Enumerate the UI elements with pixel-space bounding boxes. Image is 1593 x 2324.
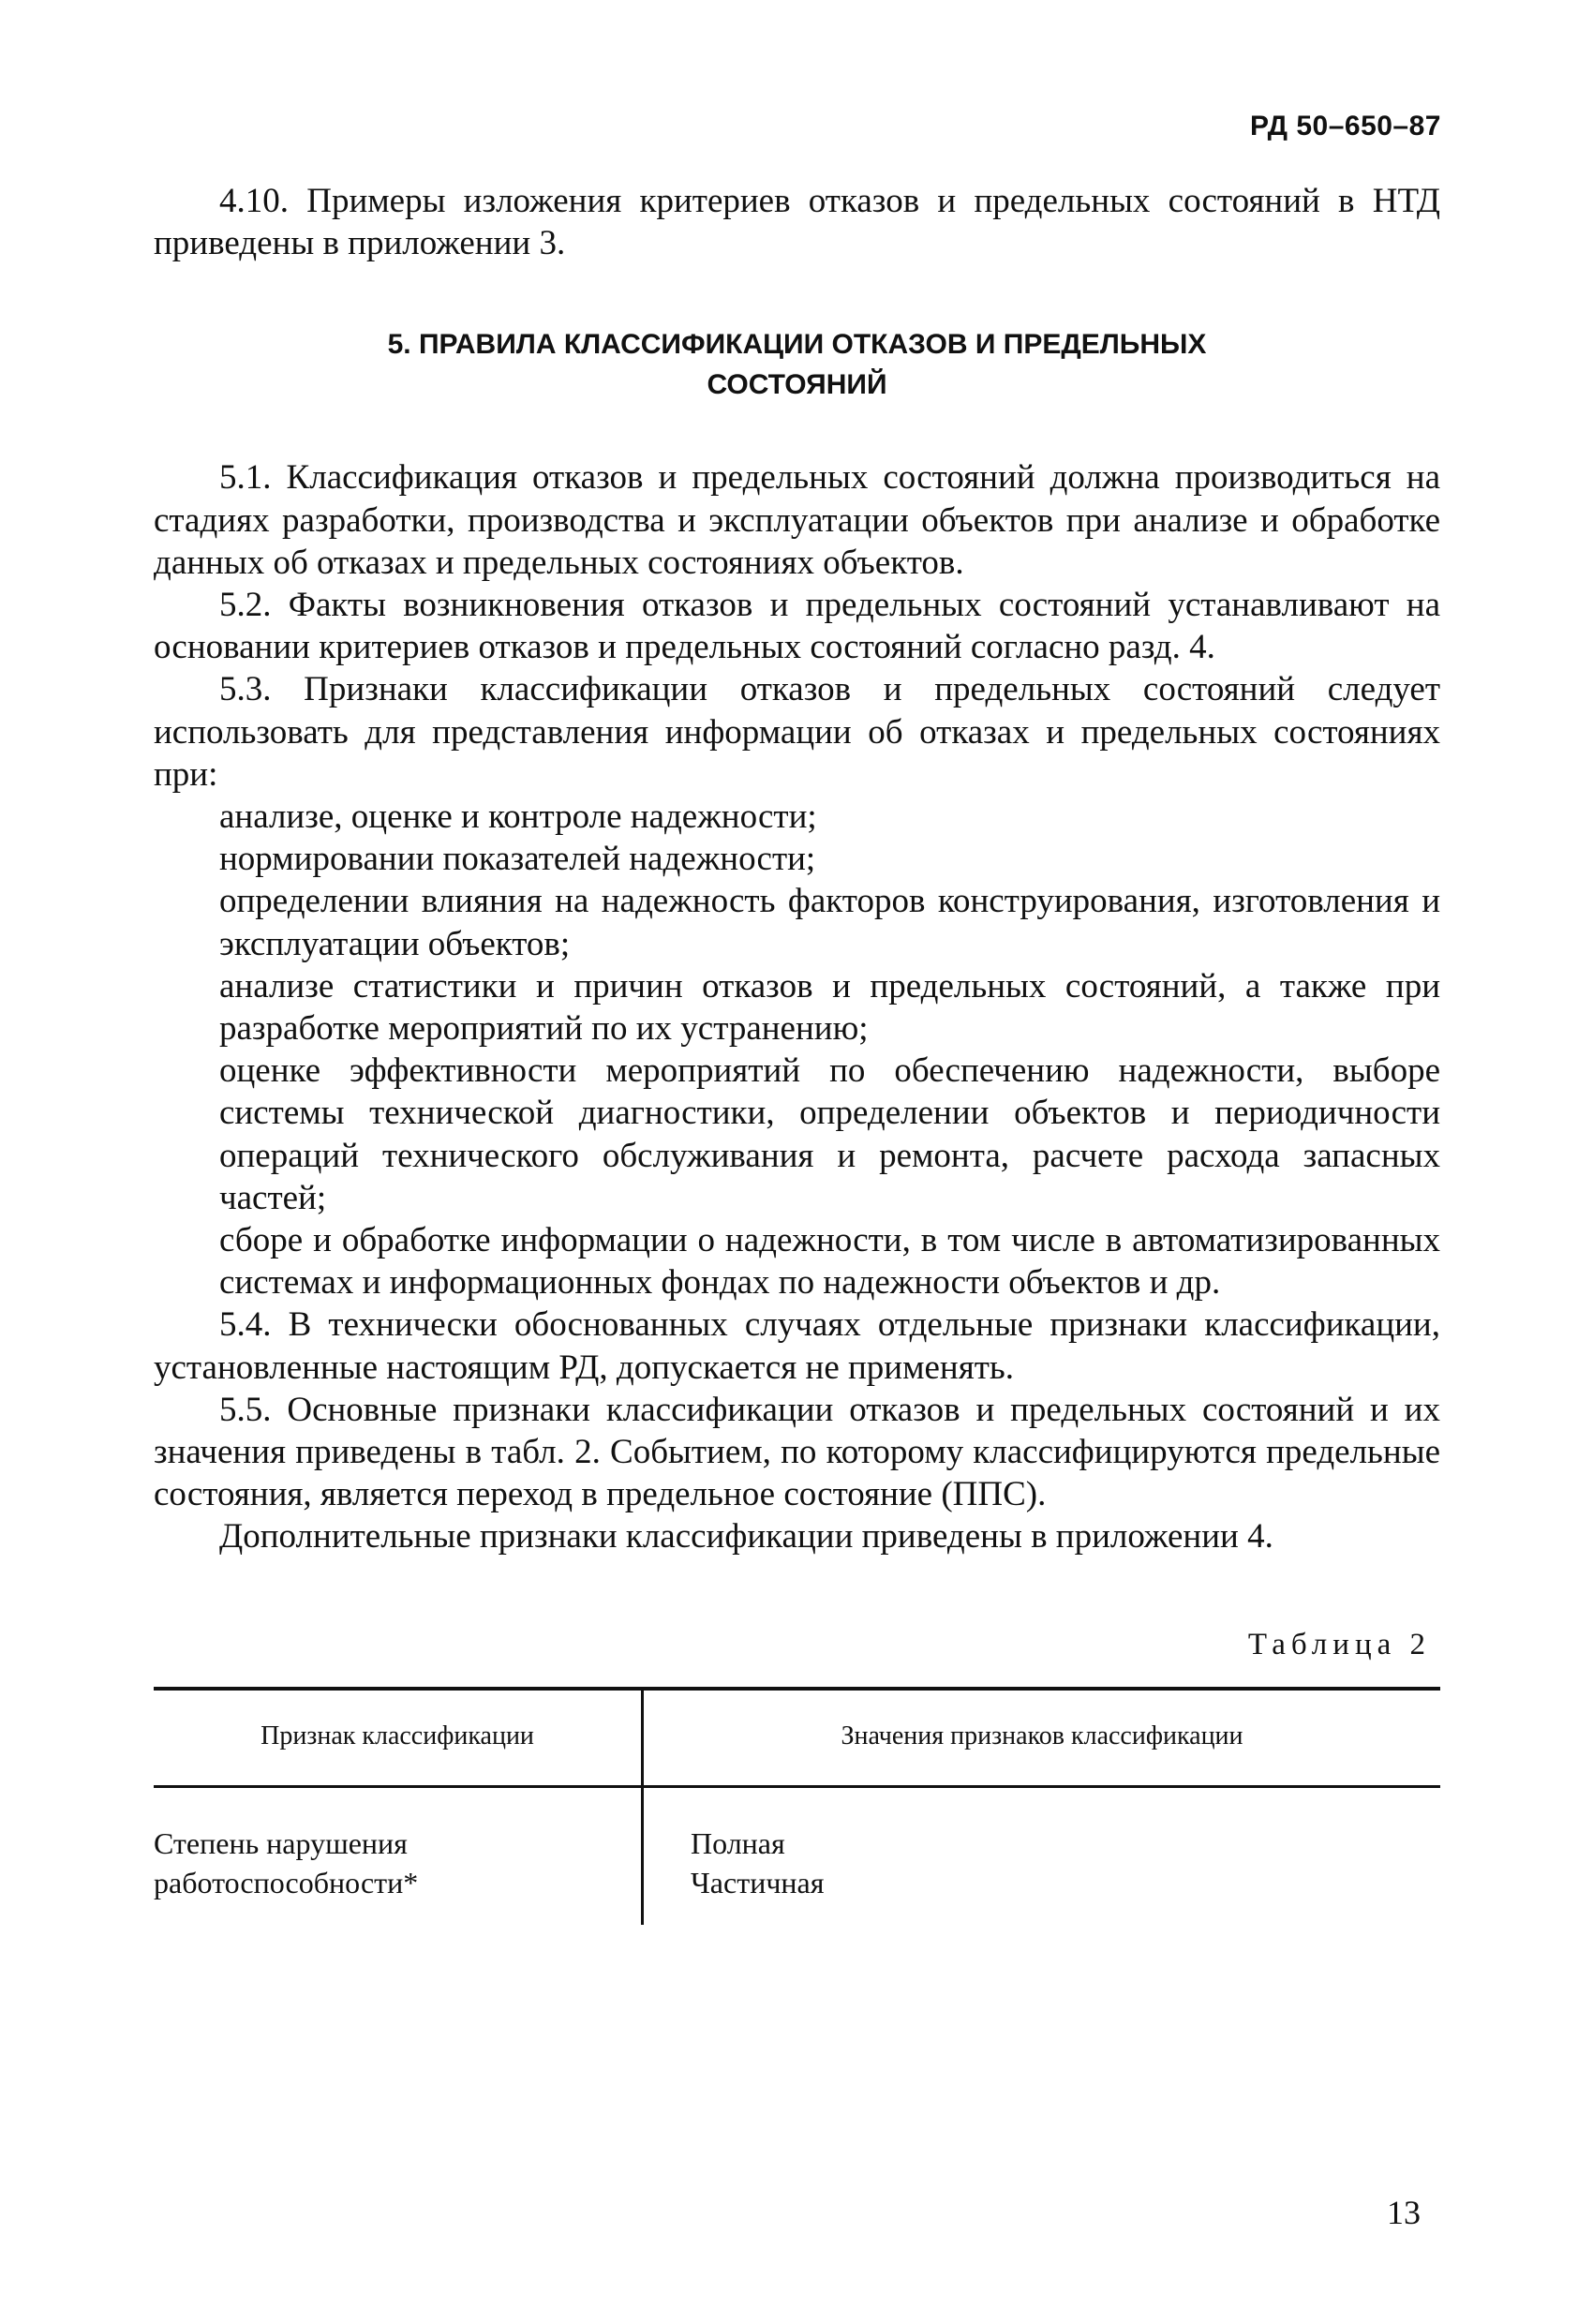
table-cell-feature: Степень нарушения работоспособности* [154,1787,643,1926]
list-item: определении влияния на надежность факторов конструирования, изготовления и эксплуатации объектов; [219,882,1440,963]
page-number: 13 [1387,2194,1421,2231]
list-item: анализе, оценке и контроле надежности; [219,797,817,837]
classification-table [154,1687,1440,1925]
list-item: нормировании показателей надежности; [219,840,816,879]
list-item: сборе и обработке информации о надежности, в том числе в автоматизированных системах и информационных фондах по надежности объектов и др. [219,1221,1440,1303]
list-item: анализе статистики и причин отказов и предельных состояний, а также при разработке мероприятий по их устранению; [219,966,1440,1049]
table-row [154,1787,1440,1926]
column-header-feature: Признак классификации [154,1689,643,1787]
page-content [154,180,1440,1925]
document-code: РД 50–650–87 [1250,111,1441,142]
value-item: Полная [691,1826,785,1861]
table-caption: Таблица 2 [1247,1627,1431,1661]
paragraph-5-5: 5.5. Основные признаки классификации отказов и предельных состояний и их значения приведены в табл. 2. Событием, по которому классифицируются предельные состояния, является переход в предельное состояние (ППС). [154,1390,1440,1514]
table-cell-values [643,1787,1441,1926]
column-header-values: Значения признаков классификации [643,1689,1441,1787]
section-title: 5. ПРАВИЛА КЛАССИФИКАЦИИ ОТКАЗОВ И ПРЕДЕЛЬНЫХ СОСТОЯНИЙ [387,329,1207,401]
paragraph-5-1: 5.1. Классификация отказов и предельных состояний должна производиться на стадиях разработки, производства и эксплуатации объектов при анализе и обработке данных об отказах и предельных состояниях объектов. [154,458,1440,582]
paragraph-appendix-note: Дополнительные признаки классификации приведены в приложении 4. [219,1517,1273,1557]
list-item: оценке эффективности мероприятий по обеспечению надежности, выборе системы технической диагностики, определении объектов и периодичности операций технического обслуживания и ремонта, расчете расхода запасных частей; [219,1051,1440,1217]
paragraph-5-4: 5.4. В технически обоснованных случаях отдельные признаки классификации, установленные настоящим РД, допускается не применять. [154,1305,1440,1387]
value-item: Частичная [691,1866,825,1900]
table-header-row [154,1689,1440,1787]
usage-list [154,796,1440,1304]
paragraph-5-2: 5.2. Факты возникновения отказов и предельных состояний устанавливают на основании критериев отказов и предельных состояний согласно разд. 4. [154,586,1440,667]
paragraph-4-10: 4.10. Примеры изложения критериев отказов и предельных состояний в НТД приведены в приложении 3. [154,182,1440,263]
paragraph-5-3: 5.3. Признаки классификации отказов и предельных состояний следует использовать для представления информации об отказах и предельных состояниях при: [154,670,1440,794]
